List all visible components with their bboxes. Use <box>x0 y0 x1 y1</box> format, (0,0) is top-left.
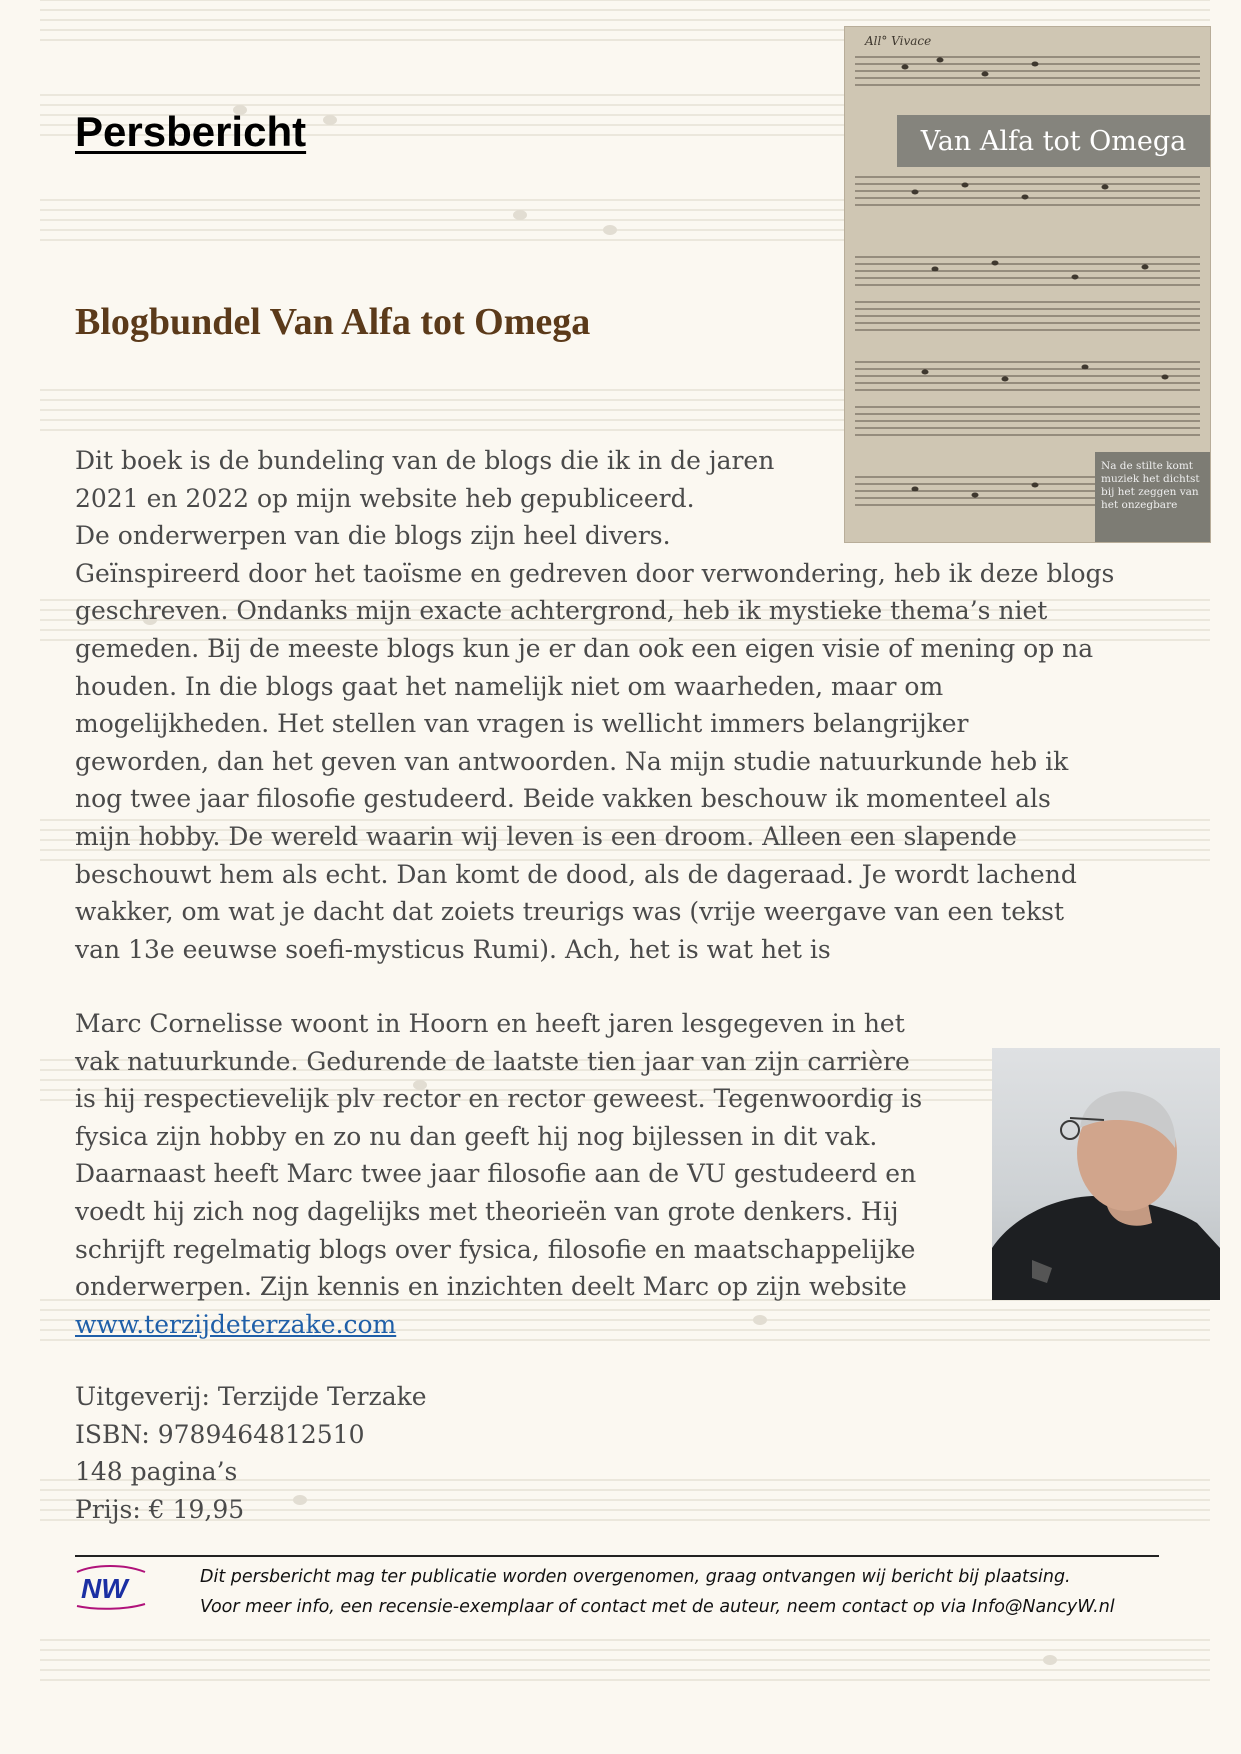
intro-line: Dit boek is de bundeling van de blogs die ik in de jaren <box>75 446 775 475</box>
intro-line: 2021 en 2022 op mijn website heb gepubliceerd. <box>75 483 695 513</box>
author-line: Daarnaast heeft Marc twee jaar filosofie aan de VU gestudeerd en <box>75 1159 917 1189</box>
publication-details <box>75 1378 427 1528</box>
price-text: Prijs: € 19,95 <box>75 1494 245 1524</box>
book-title-heading: Blogbundel Van Alfa tot Omega <box>75 301 591 343</box>
page-count-text: 148 pagina’s <box>75 1457 238 1487</box>
author-paragraph <box>75 1005 975 1343</box>
author-portrait-graphic <box>992 1048 1220 1300</box>
author-line: voedt hij zich nog dagelijks met theorieën van grote denkers. Hij <box>75 1196 899 1226</box>
intro-line: De onderwerpen van die blogs zijn heel divers. <box>75 521 671 551</box>
svg-text:NW: NW <box>81 1573 128 1604</box>
footer-notice <box>200 1562 1115 1622</box>
cover-blurb: Na de stilte komt muziek het dichtst bij het zeggen van het onzegbare <box>1095 452 1210 542</box>
intro-line: mijn hobby. De wereld waarin wij leven is een droom. Alleen een slapende <box>75 821 1017 851</box>
footer-line-2: Voor meer info, een recensie-exemplaar of contact met de auteur, neem contact op via Info@NancyW.nl <box>200 1597 1115 1617</box>
isbn-text: ISBN: 9789464812510 <box>75 1419 365 1449</box>
intro-paragraph <box>75 442 1175 968</box>
press-release-heading: Persbericht <box>75 108 307 155</box>
intro-line: gemeden. Bij de meeste blogs kun je er dan ook een eigen visie of mening op na <box>75 633 1094 663</box>
intro-line: beschouwt hem als echt. Dan komt de dood, als de dageraad. Je wordt lachend <box>75 859 1077 889</box>
intro-line: geschreven. Ondanks mijn exacte achtergrond, heb ik mystieke thema’s niet <box>75 596 1048 626</box>
intro-line: mogelijkheden. Het stellen van vragen is wellicht immers belangrijker <box>75 709 969 739</box>
cover-score-marking: All° Vivace <box>865 34 932 48</box>
intro-line: nog twee jaar filosofie gestudeerd. Beide vakken beschouw ik momenteel als <box>75 784 1051 814</box>
footer-line-1: Dit persbericht mag ter publicatie worden overgenomen, graag ontvangen wij bericht bij plaatsing. <box>200 1567 1071 1587</box>
intro-line: van 13e eeuwse soefi-mysticus Rumi). Ach, het is wat het is <box>75 934 831 964</box>
publisher-text: Uitgeverij: Terzijde Terzake <box>75 1382 427 1411</box>
footer-divider <box>75 1555 1159 1557</box>
author-line: is hij respectievelijk plv rector en rector geweest. Tegenwoordig is <box>75 1084 923 1114</box>
intro-line: wakker, om wat je dacht dat zoiets treurigs was (vrije weergave van een tekst <box>75 897 1065 927</box>
nw-logo-icon <box>75 1562 147 1612</box>
website-link[interactable]: www.terzijdeterzake.com <box>75 1309 397 1339</box>
intro-line: houden. In die blogs gaat het namelijk niet om waarheden, maar om <box>75 671 944 701</box>
author-line: fysica zijn hobby en zo nu dan geeft hij nog bijlessen in dit vak. <box>75 1121 878 1151</box>
author-photo <box>992 1048 1220 1300</box>
intro-line: Geïnspireerd door het taoïsme en gedreven door verwondering, heb ik deze blogs <box>75 558 1115 588</box>
author-line: schrijft regelmatig blogs over fysica, filosofie en maatschappelijke <box>75 1234 916 1264</box>
intro-line: geworden, dan het geven van antwoorden. Na mijn studie natuurkunde heb ik <box>75 746 1069 776</box>
author-line: vak natuurkunde. Gedurende de laatste tien jaar van zijn carrière <box>75 1046 910 1076</box>
author-line: Marc Cornelisse woont in Hoorn en heeft jaren lesgegeven in het <box>75 1009 905 1038</box>
author-line: onderwerpen. Zijn kennis en inzichten deelt Marc op zijn website <box>75 1272 907 1302</box>
cover-title: Van Alfa tot Omega <box>897 115 1210 167</box>
